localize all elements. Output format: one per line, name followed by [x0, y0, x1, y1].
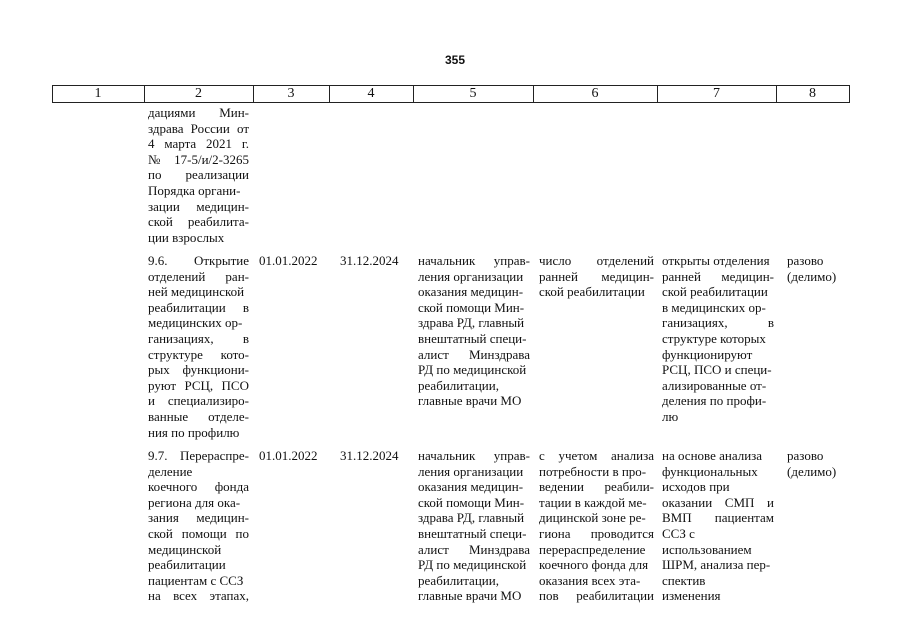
text-line: алист Минздрава: [418, 541, 530, 557]
page-number: 355: [444, 53, 466, 67]
text-line: тации в каждой ме-: [539, 494, 647, 510]
text-line: ванные отделе-: [148, 408, 249, 424]
text-line: здрава РД, главный: [418, 510, 525, 526]
text-line: функционируют: [662, 346, 753, 362]
text-line: пов реабилитации: [539, 588, 654, 604]
text-line: ШРМ, анализа пер-: [662, 557, 771, 573]
text-line: оказания всех эта-: [539, 572, 641, 588]
text-line: РСЦ, ПСО и специ-: [662, 362, 772, 378]
text-line: ской реабилитации: [539, 284, 645, 300]
text-line: здрава России от: [148, 120, 249, 136]
text-line: ганизациях, в: [148, 330, 249, 346]
header-col-3: 3: [287, 86, 295, 101]
text-line: число отделений: [539, 253, 654, 268]
text-line: ской помощи Мин-: [418, 299, 525, 315]
text-line: разово: [787, 253, 824, 268]
text-line: деления по профи-: [662, 393, 767, 409]
text-line: внештатный специ-: [418, 330, 527, 346]
text-line: Порядка органи-: [148, 182, 241, 198]
column-divider: [849, 85, 850, 102]
row-9-7-periodicity: [787, 448, 847, 479]
text-line: зания медицин-: [148, 510, 249, 526]
text-line: ализированные от-: [662, 377, 767, 393]
text-line: и специализиро-: [148, 393, 249, 409]
text-line: коечного фонда для: [539, 557, 649, 573]
text-line: дациями Мин-: [148, 105, 249, 120]
row-9-6-indicator: [539, 253, 654, 300]
text-line: руют РСЦ, ПСО: [148, 377, 249, 393]
text-line: функциональных: [662, 463, 758, 479]
row-9-6-periodicity: [787, 253, 847, 284]
text-line: ранней медицин-: [662, 268, 774, 284]
text-line: потребности в про-: [539, 463, 647, 479]
row-9-7-end-date: 31.12.2024: [340, 448, 399, 463]
text-line: ления организации: [418, 268, 524, 284]
text-line: РД по медицинской: [418, 557, 527, 573]
row-9-7-responsible: [418, 448, 530, 604]
text-line: спектив: [662, 572, 706, 588]
header-col-4: 4: [367, 86, 375, 101]
text-line: структуре которых: [662, 330, 766, 346]
text-line: исходов при: [662, 479, 730, 495]
text-line: ской помощи по: [148, 525, 249, 541]
text-line: использованием: [662, 541, 752, 557]
text-line: перераспределение: [539, 541, 646, 557]
text-line: в медицинских ор-: [662, 299, 766, 315]
text-line: ния по профилю: [148, 424, 240, 440]
row-9-6-start-date: 01.01.2022: [259, 253, 318, 268]
text-line: оказания медицин-: [418, 479, 524, 495]
text-line: дицинской зоне ре-: [539, 510, 646, 526]
text-line: оказании СМП и: [662, 494, 774, 510]
text-line: зации медицин-: [148, 198, 249, 214]
text-line: на основе анализа: [662, 448, 763, 463]
header-col-7: 7: [713, 86, 720, 101]
text-line: (делимо): [787, 268, 837, 284]
text-line: региона для ока-: [148, 494, 241, 510]
text-line: разово: [787, 448, 824, 463]
row-9-6-end-date: 31.12.2024: [340, 253, 399, 268]
row-9-7-result: [662, 448, 774, 604]
header-col-6: 6: [591, 86, 599, 101]
text-line: реабилитации,: [418, 572, 499, 588]
row-9-6-responsible: [418, 253, 530, 409]
text-line: ранней медицин-: [539, 268, 654, 284]
text-line: 9.6. Открытие: [148, 253, 249, 268]
text-line: оказания медицин-: [418, 284, 524, 300]
text-line: здрава РД, главный: [418, 315, 525, 331]
row-9-7-start-date: 01.01.2022: [259, 448, 318, 463]
text-line: ской помощи Мин-: [418, 494, 525, 510]
header-col-2: 2: [195, 86, 202, 101]
text-line: отделений ран-: [148, 268, 249, 284]
header-bottom-border: [52, 102, 850, 103]
text-line: гиона проводится: [539, 525, 654, 541]
text-line: деление: [148, 463, 193, 479]
text-line: ВМП пациентам: [662, 510, 774, 526]
text-line: реабилитации,: [418, 377, 499, 393]
text-line: ССЗ с: [662, 525, 695, 541]
row-9-7-measure: [148, 448, 249, 604]
text-line: ской реабилитации: [662, 284, 768, 300]
header-col-5: 5: [469, 86, 477, 101]
row-9-6-measure: [148, 253, 249, 440]
text-line: открыты отделения: [662, 253, 770, 268]
text-line: реабилитации: [148, 557, 226, 573]
text-line: на всех этапах,: [148, 588, 249, 604]
text-line: медицинской: [148, 541, 222, 557]
text-line: ганизациях, в: [662, 315, 774, 331]
text-line: коечного фонда: [148, 479, 249, 495]
text-line: главные врачи МО: [418, 588, 522, 604]
header-col-8: 8: [809, 86, 816, 101]
text-line: 9.7. Перераспре-: [148, 448, 249, 463]
text-line: лю: [662, 408, 679, 424]
text-line: ления организации: [418, 463, 524, 479]
text-line: пациентам с ССЗ: [148, 572, 244, 588]
continuation-col2: [148, 105, 249, 245]
text-line: структуре кото-: [148, 346, 249, 362]
text-line: 4 марта 2021 г.: [148, 136, 249, 152]
text-line: (делимо): [787, 463, 837, 479]
row-9-7-indicator: [539, 448, 654, 604]
text-line: ней медицинской: [148, 284, 245, 300]
text-line: по реализации: [148, 167, 249, 183]
text-line: ской реабилита-: [148, 214, 249, 230]
text-line: главные врачи МО: [418, 393, 522, 409]
text-line: алист Минздрава: [418, 346, 530, 362]
text-line: начальник управ-: [418, 448, 530, 463]
text-line: рых функциони-: [148, 362, 249, 378]
text-line: реабилитации в: [148, 299, 249, 315]
text-line: начальник управ-: [418, 253, 530, 268]
row-9-6-result: [662, 253, 774, 425]
text-line: с учетом анализа: [539, 448, 654, 463]
text-line: изменения: [662, 588, 721, 604]
text-line: внештатный специ-: [418, 525, 527, 541]
text-line: ведении реабили-: [539, 479, 654, 495]
header-col-1: 1: [94, 86, 102, 101]
text-line: ции взрослых: [148, 229, 225, 245]
text-line: РД по медицинской: [418, 362, 527, 378]
text-line: медицинских ор-: [148, 315, 243, 331]
text-line: № 17-5/и/2-3265: [148, 151, 249, 167]
